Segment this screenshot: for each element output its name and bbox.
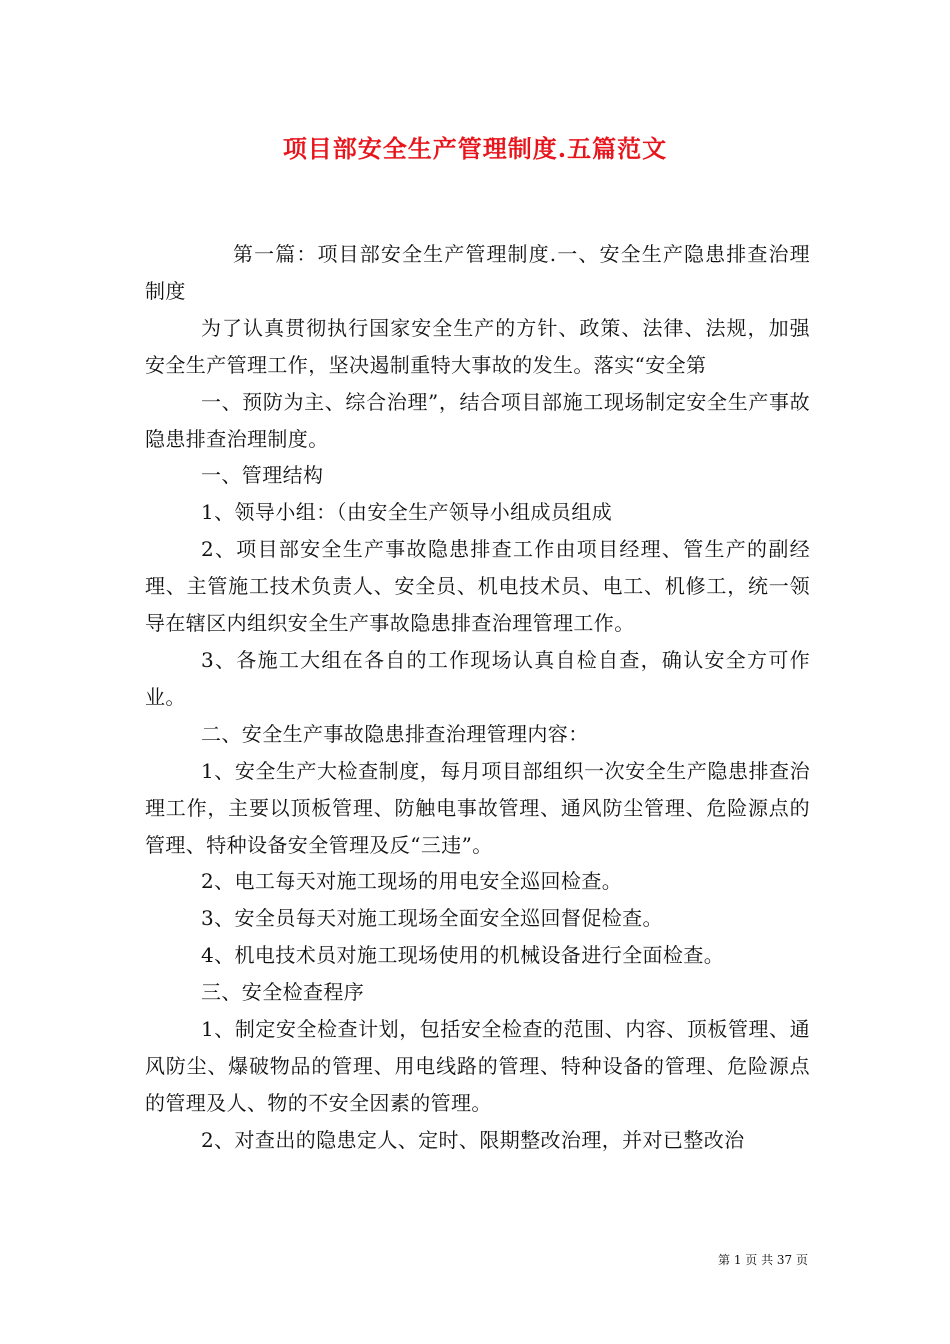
document-body	[145, 236, 810, 1159]
paragraph: 第一篇：项目部安全生产管理制度.一、安全生产隐患排查治理制度	[145, 242, 810, 303]
paragraph: 3、各施工大组在各自的工作现场认真自检自查，确认安全方可作业。	[145, 647, 810, 709]
paragraph: 1、制定安全检查计划，包括安全检查的范围、内容、顶板管理、通风防尘、爆破物品的管理、用电线路的管理、特种设备的管理、危险源点的管理及人、物的不安全因素的管理。	[145, 1017, 810, 1115]
paragraph: 三、安全检查程序	[201, 980, 365, 1005]
page-number: 第 1 页 共 37 页	[718, 1253, 808, 1267]
paragraph: 2、项目部安全生产事故隐患排查工作由项目经理、管生产的副经理、主管施工技术负责人、安全员、机电技术员、电工、机修工，统一领导在辖区内组织安全生产事故隐患排查治理管理工作。	[145, 537, 810, 636]
paragraph: 1、安全生产大检查制度，每月项目部组织一次安全生产隐患排查治理工作，主要以顶板管理、防触电事故管理、通风防尘管理、危险源点的管理、特种设备安全管理及反“三违”。	[145, 758, 810, 857]
paragraph: 4、机电技术员对施工现场使用的机械设备进行全面检查。	[201, 943, 725, 968]
paragraph: 二、安全生产事故隐患排查治理管理内容：	[201, 721, 589, 746]
paragraph: 一、管理结构	[201, 463, 324, 488]
paragraph: 2、对查出的隐患定人、定时、限期整改治理，并对已整改治	[201, 1127, 745, 1152]
paragraph: 3、安全员每天对施工现场全面安全巡回督促检查。	[201, 906, 663, 931]
paragraph: 一、预防为主、综合治理”，结合项目部施工现场制定安全生产事故隐患排查治理制度。	[145, 389, 810, 451]
paragraph: 为了认真贯彻执行国家安全生产的方针、政策、法律、法规，加强安全生产管理工作，坚决遏制重特大事故的发生。落实“安全第	[145, 315, 810, 377]
document-title: 项目部安全生产管理制度.五篇范文	[282, 134, 668, 163]
paragraph: 2、电工每天对施工现场的用电安全巡回检查。	[201, 869, 623, 894]
paragraph: 1、领导小组：（由安全生产领导小组成员组成	[201, 500, 613, 525]
